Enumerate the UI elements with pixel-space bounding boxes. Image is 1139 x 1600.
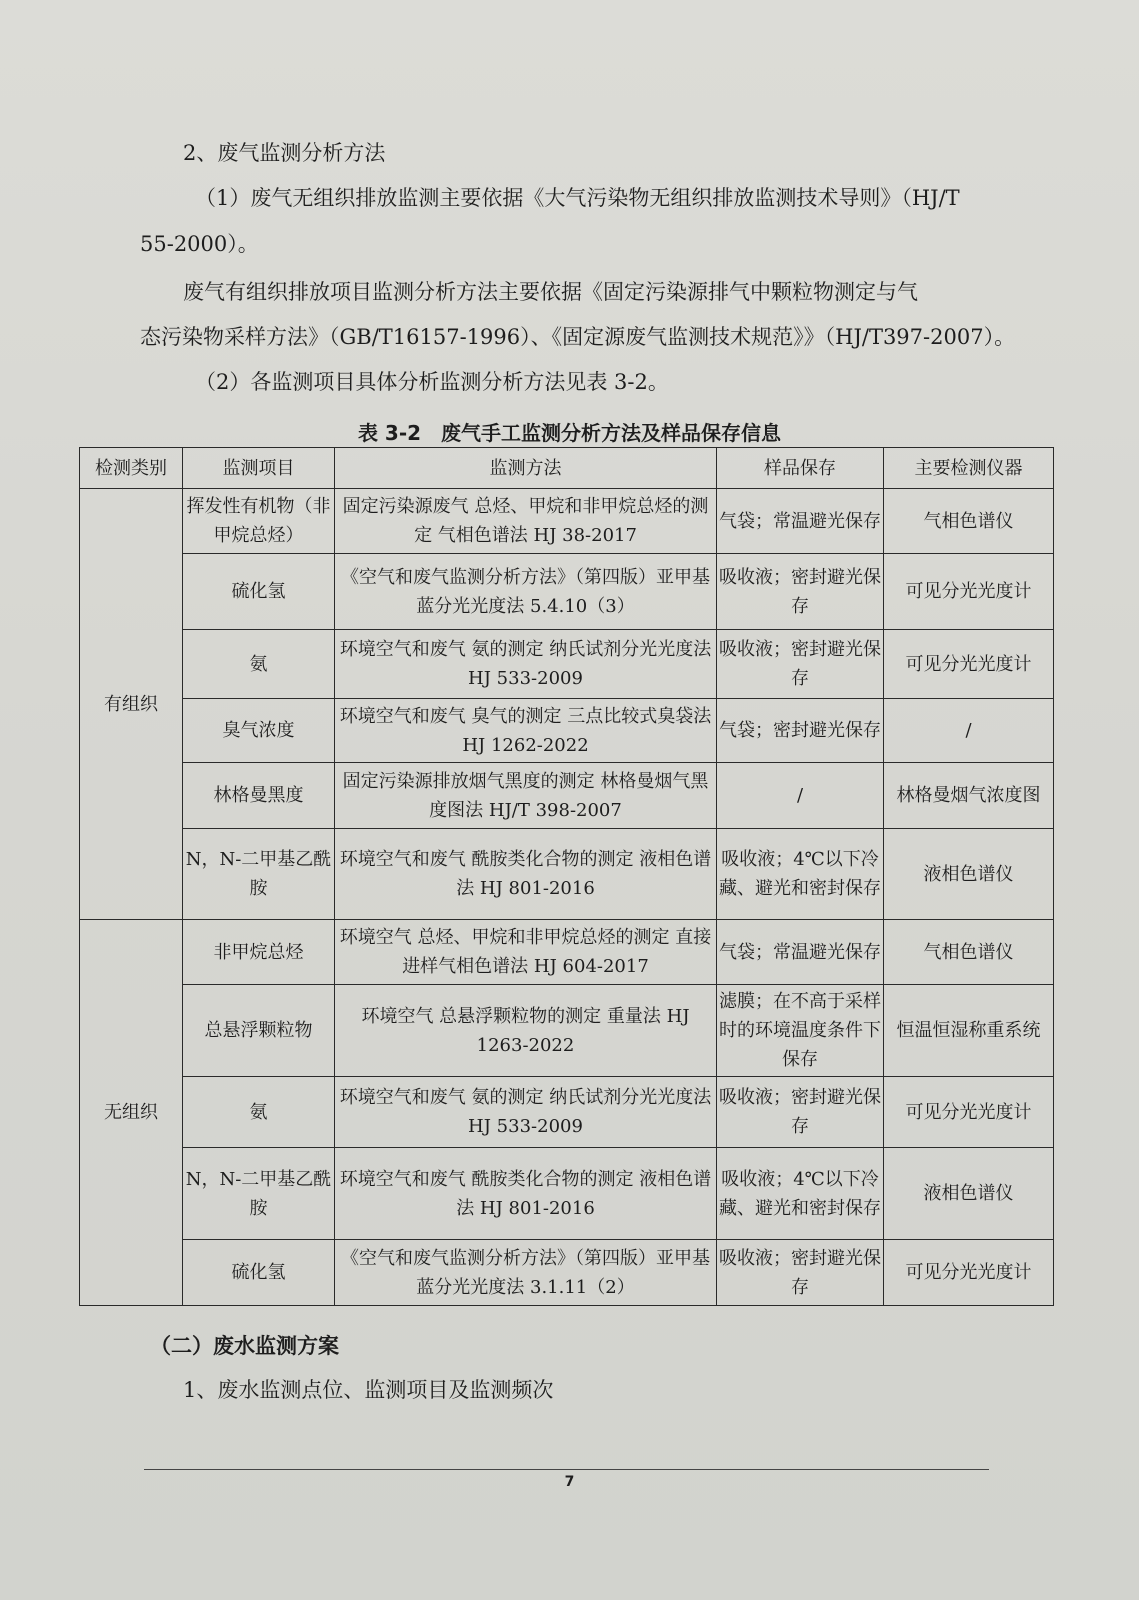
table-row (80, 554, 1054, 630)
header-method: 监测方法 (335, 448, 717, 489)
method-cell: 环境空气和废气 氨的测定 纳氏试剂分光光度法 HJ 533-2009 (335, 1077, 717, 1148)
paragraph-table-reference: （2）各监测项目具体分析监测分析方法见表 3-2。 (195, 370, 669, 394)
header-item: 监测项目 (183, 448, 335, 489)
category-cell: 有组织 (80, 489, 183, 920)
header-category: 检测类别 (80, 448, 183, 489)
item-cell: 臭气浓度 (183, 699, 335, 763)
storage-cell: 气袋；常温避光保存 (717, 489, 884, 554)
instrument-cell: 林格曼烟气浓度图 (884, 763, 1054, 829)
instrument-cell: 液相色谱仪 (884, 1148, 1054, 1240)
heading-exhaust-methods: 2、废气监测分析方法 (183, 141, 386, 165)
table-row (80, 1148, 1054, 1240)
item-cell: 总悬浮颗粒物 (183, 985, 335, 1077)
subsection-heading: 1、废水监测点位、监测项目及监测频次 (183, 1378, 554, 1402)
instrument-cell: 气相色谱仪 (884, 920, 1054, 985)
instrument-cell: 可见分光光度计 (884, 554, 1054, 630)
method-cell: 环境空气和废气 臭气的测定 三点比较式臭袋法 HJ 1262-2022 (335, 699, 717, 763)
storage-cell: 吸收液；4℃以下冷藏、避光和密封保存 (717, 829, 884, 920)
instrument-cell: / (884, 699, 1054, 763)
method-cell: 环境空气和废气 氨的测定 纳氏试剂分光光度法 HJ 533-2009 (335, 630, 717, 699)
item-cell: 挥发性有机物（非甲烷总烃） (183, 489, 335, 554)
instrument-cell: 恒温恒湿称重系统 (884, 985, 1054, 1077)
method-cell: 环境空气和废气 酰胺类化合物的测定 液相色谱法 HJ 801-2016 (335, 829, 717, 920)
paragraph-organized-line1: 废气有组织排放项目监测分析方法主要依据《固定污染源排气中颗粒物测定与气 (183, 280, 918, 304)
method-cell: 《空气和废气监测分析方法》（第四版）亚甲基蓝分光光度法 5.4.10（3） (335, 554, 717, 630)
item-cell: 林格曼黑度 (183, 763, 335, 829)
paragraph-organized-line2: 态污染物采样方法》（GB/T16157-1996）、《固定源废气监测技术规范》》（HJ/T397-2007）。 (140, 325, 1016, 349)
instrument-cell: 液相色谱仪 (884, 829, 1054, 920)
table-row (80, 1240, 1054, 1306)
table-row (80, 985, 1054, 1077)
monitoring-methods-table (79, 447, 1054, 1306)
header-instrument: 主要检测仪器 (884, 448, 1054, 489)
storage-cell: 气袋；常温避光保存 (717, 920, 884, 985)
storage-cell: 吸收液；密封避光保存 (717, 630, 884, 699)
table-row (80, 630, 1054, 699)
page-number: 7 (564, 1474, 575, 1490)
category-cell: 无组织 (80, 920, 183, 1306)
storage-cell: 气袋；密封避光保存 (717, 699, 884, 763)
storage-cell: 吸收液；密封避光保存 (717, 554, 884, 630)
method-cell: 环境空气 总烃、甲烷和非甲烷总烃的测定 直接进样气相色谱法 HJ 604-2017 (335, 920, 717, 985)
table-caption: 表 3-2 废气手工监测分析方法及样品保存信息 (357, 421, 782, 445)
instrument-cell: 可见分光光度计 (884, 630, 1054, 699)
item-cell: N，N-二甲基乙酰胺 (183, 829, 335, 920)
section-heading-wastewater: （二）废水监测方案 (150, 1334, 339, 1358)
instrument-cell: 可见分光光度计 (884, 1240, 1054, 1306)
storage-cell: 吸收液；密封避光保存 (717, 1077, 884, 1148)
storage-cell: 吸收液；密封避光保存 (717, 1240, 884, 1306)
method-cell: 固定污染源排放烟气黑度的测定 林格曼烟气黑度图法 HJ/T 398-2007 (335, 763, 717, 829)
item-cell: 硫化氢 (183, 554, 335, 630)
table-row (80, 699, 1054, 763)
table-row (80, 829, 1054, 920)
table-row (80, 489, 1054, 554)
paragraph-unorganized-line1: （1）废气无组织排放监测主要依据《大气污染物无组织排放监测技术导则》（HJ/T (195, 186, 960, 210)
table-header-row (80, 448, 1054, 489)
item-cell: 非甲烷总烃 (183, 920, 335, 985)
item-cell: 氨 (183, 630, 335, 699)
method-cell: 《空气和废气监测分析方法》（第四版）亚甲基蓝分光光度法 3.1.11（2） (335, 1240, 717, 1306)
header-storage: 样品保存 (717, 448, 884, 489)
table-row (80, 763, 1054, 829)
table-row (80, 1077, 1054, 1148)
method-cell: 环境空气 总悬浮颗粒物的测定 重量法 HJ 1263-2022 (335, 985, 717, 1077)
instrument-cell: 气相色谱仪 (884, 489, 1054, 554)
item-cell: 硫化氢 (183, 1240, 335, 1306)
storage-cell: / (717, 763, 884, 829)
method-cell: 环境空气和废气 酰胺类化合物的测定 液相色谱法 HJ 801-2016 (335, 1148, 717, 1240)
method-cell: 固定污染源废气 总烃、甲烷和非甲烷总烃的测定 气相色谱法 HJ 38-2017 (335, 489, 717, 554)
storage-cell: 吸收液；4℃以下冷藏、避光和密封保存 (717, 1148, 884, 1240)
item-cell: N，N-二甲基乙酰胺 (183, 1148, 335, 1240)
paragraph-unorganized-line2: 55-2000）。 (140, 232, 259, 256)
footer-divider (144, 1469, 989, 1470)
storage-cell: 滤膜；在不高于采样时的环境温度条件下保存 (717, 985, 884, 1077)
item-cell: 氨 (183, 1077, 335, 1148)
instrument-cell: 可见分光光度计 (884, 1077, 1054, 1148)
table-row (80, 920, 1054, 985)
